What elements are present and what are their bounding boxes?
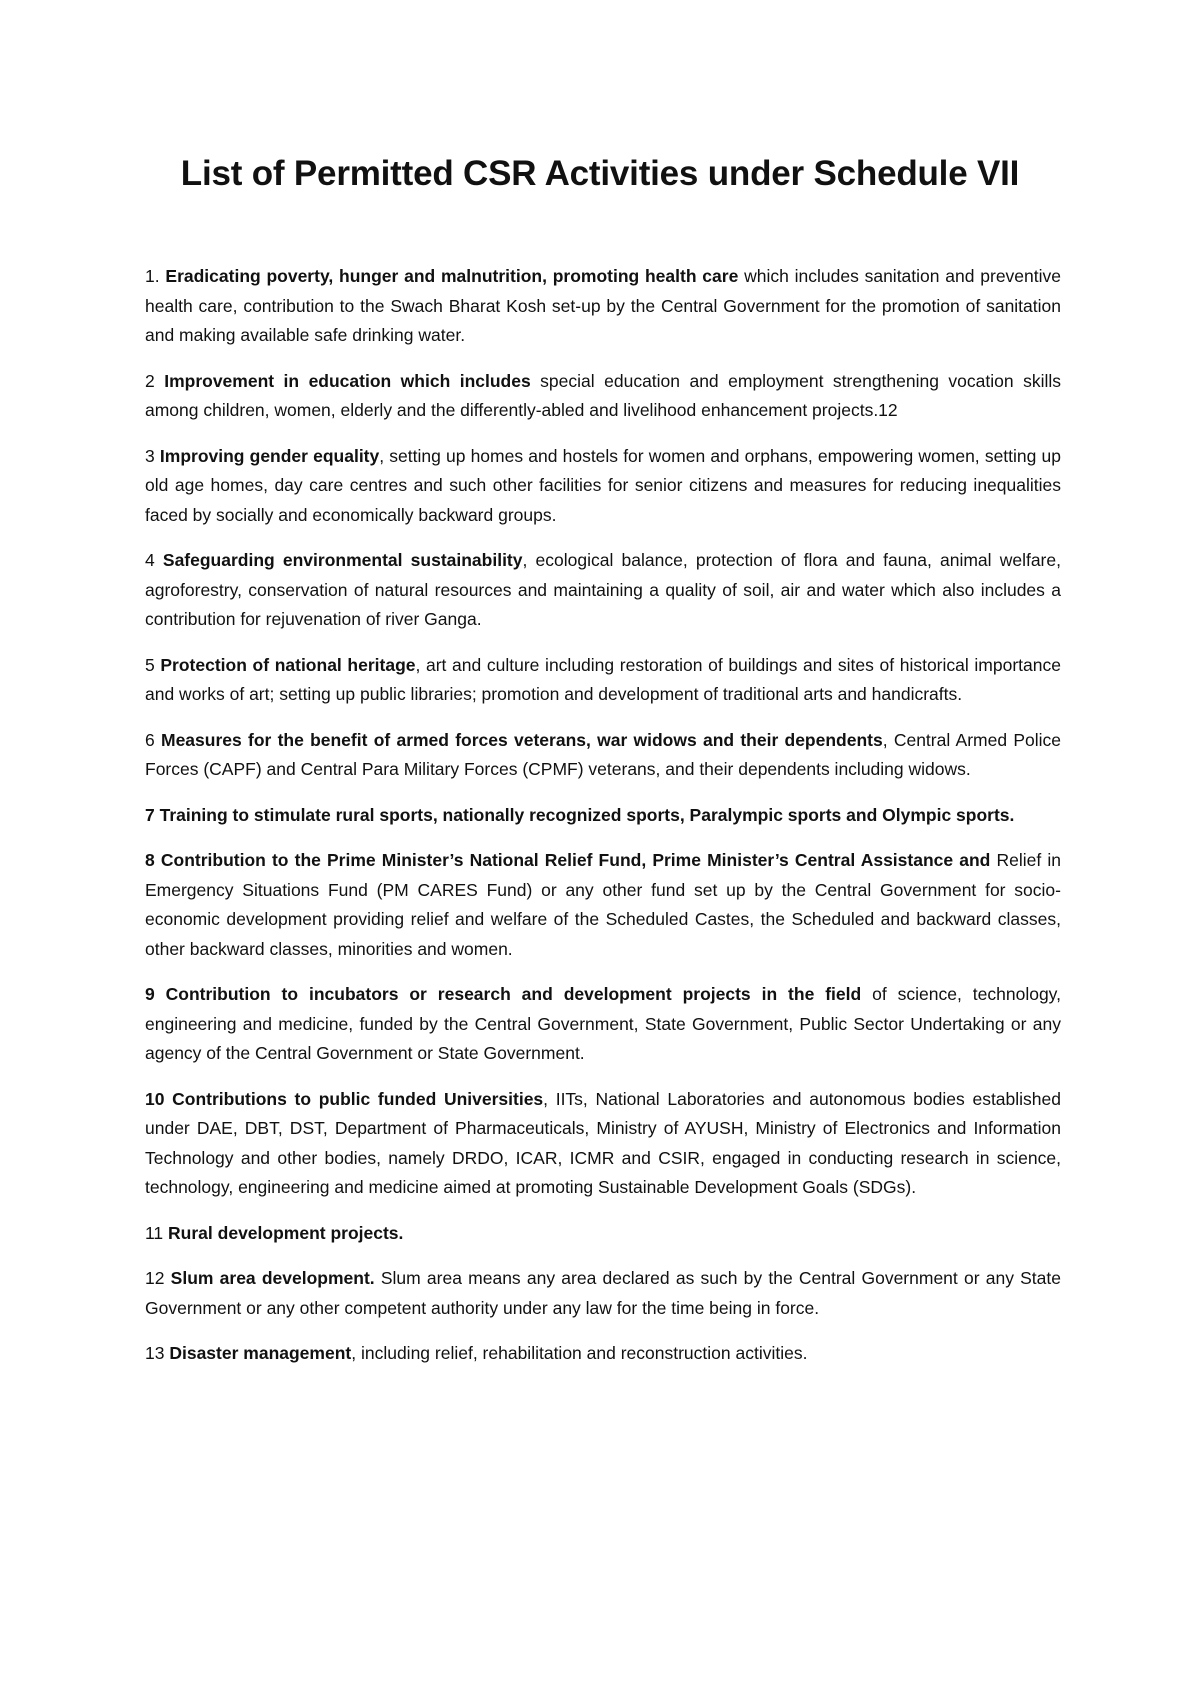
activity-item-5 xyxy=(145,651,1061,710)
item-number: 13 xyxy=(145,1343,165,1363)
item-heading: 7 Training to stimulate rural sports, nationally recognized sports, Paralympic sports and Olympic sports. xyxy=(145,804,1015,825)
item-heading: 10 Contributions to public funded Universities xyxy=(145,1088,544,1109)
item-heading: Eradicating poverty, hunger and malnutrition, promoting health care xyxy=(165,266,739,286)
item-heading: Slum area development. xyxy=(170,1268,375,1288)
item-description: special education and employment strengthening vocation skills among children, women, elderly and the differently-abled and livelihood enhancement projects.12 xyxy=(145,370,1061,420)
item-heading: 8 Contribution to the Prime Minister’s National Relief Fund, Prime Minister’s Central Assistance and xyxy=(145,850,991,870)
item-heading: Improving gender equality xyxy=(159,445,380,466)
item-description: Relief in Emergency Situations Fund (PM CARES Fund) or any other fund set up by the Central Government for socio-economic development providing relief and welfare of the Scheduled Castes, the Scheduled and backward classes, other backward classes, minorities and women. xyxy=(145,850,1061,959)
item-number: 4 xyxy=(145,550,155,570)
activity-item-10 xyxy=(145,1085,1061,1203)
item-description: Slum area means any area declared as such by the Central Government or any State Government or any other competent authority under any law for the time being in force. xyxy=(145,1268,1061,1318)
item-description: of science, technology, engineering and medicine, funded by the Central Government, State Government, Public Sector Undertaking or any agency of the Central Government or State Government. xyxy=(145,984,1061,1063)
item-description: , ecological balance, protection of flora and fauna, animal welfare, agroforestry, conservation of natural resources and maintaining a quality of soil, air and water which also includes a contribution for rejuvenation of river Ganga. xyxy=(145,550,1061,629)
item-number: 3 xyxy=(145,445,155,466)
item-heading: 9 Contribution to incubators or research and development projects in the field xyxy=(145,984,862,1004)
activity-item-3 xyxy=(145,442,1061,531)
activity-item-11 xyxy=(145,1219,1061,1249)
activity-item-6 xyxy=(145,726,1061,785)
item-heading: Improvement in education which includes xyxy=(164,370,531,391)
activity-item-8 xyxy=(145,846,1061,964)
activity-item-13 xyxy=(145,1339,1061,1369)
item-heading: Rural development projects. xyxy=(168,1222,404,1243)
item-number: 11 xyxy=(145,1222,164,1243)
item-description: , setting up homes and hostels for women and orphans, empowering women, setting up old age homes, day care centres and such other facilities for senior citizens and measures for reducing inequalities faced by socially and economically backward groups. xyxy=(145,445,1061,525)
item-description: which includes sanitation and preventive health care, contribution to the Swach Bharat Kosh set-up by the Central Government for the promotion of sanitation and making available safe drinking water. xyxy=(145,266,1061,345)
item-number: 5 xyxy=(145,654,155,675)
document-title: List of Permitted CSR Activities under Schedule VII xyxy=(180,154,1020,193)
activity-item-9 xyxy=(145,980,1061,1069)
item-heading: Protection of national heritage xyxy=(160,654,416,675)
item-heading: Disaster management xyxy=(169,1343,352,1363)
item-description: , IITs, National Laboratories and autonomous bodies established under DAE, DBT, DST, Department of Pharmaceuticals, Ministry of AYUSH, Ministry of Electronics and Information Technology and other bodies, namely DRDO, ICAR, ICMR and CSIR, engaged in conducting research in science, technology, engineering and medicine aimed at promoting Sustainable Development Goals (SDGs). xyxy=(145,1088,1061,1197)
item-description: , art and culture including restoration of buildings and sites of historical importance and works of art; setting up public libraries; promotion and development of traditional arts and handicrafts. xyxy=(145,654,1061,704)
activity-item-7 xyxy=(145,801,1061,831)
item-number: 2 xyxy=(145,370,155,391)
activity-item-2 xyxy=(145,367,1061,426)
item-heading: Safeguarding environmental sustainability xyxy=(162,550,523,570)
activity-item-12 xyxy=(145,1264,1061,1323)
item-heading: Measures for the benefit of armed forces veterans, war widows and their dependents xyxy=(161,729,883,750)
item-description: , Central Armed Police Forces (CAPF) and Central Para Military Forces (CPMF) veterans, and their dependents including widows. xyxy=(145,729,1061,779)
activity-item-4 xyxy=(145,546,1061,635)
item-number: 6 xyxy=(145,729,155,750)
item-description: , including relief, rehabilitation and reconstruction activities. xyxy=(351,1343,808,1363)
item-number: 12 xyxy=(145,1268,165,1288)
activity-item-1 xyxy=(145,262,1061,351)
item-number: 1. xyxy=(145,266,160,286)
activity-list xyxy=(145,262,1061,1385)
